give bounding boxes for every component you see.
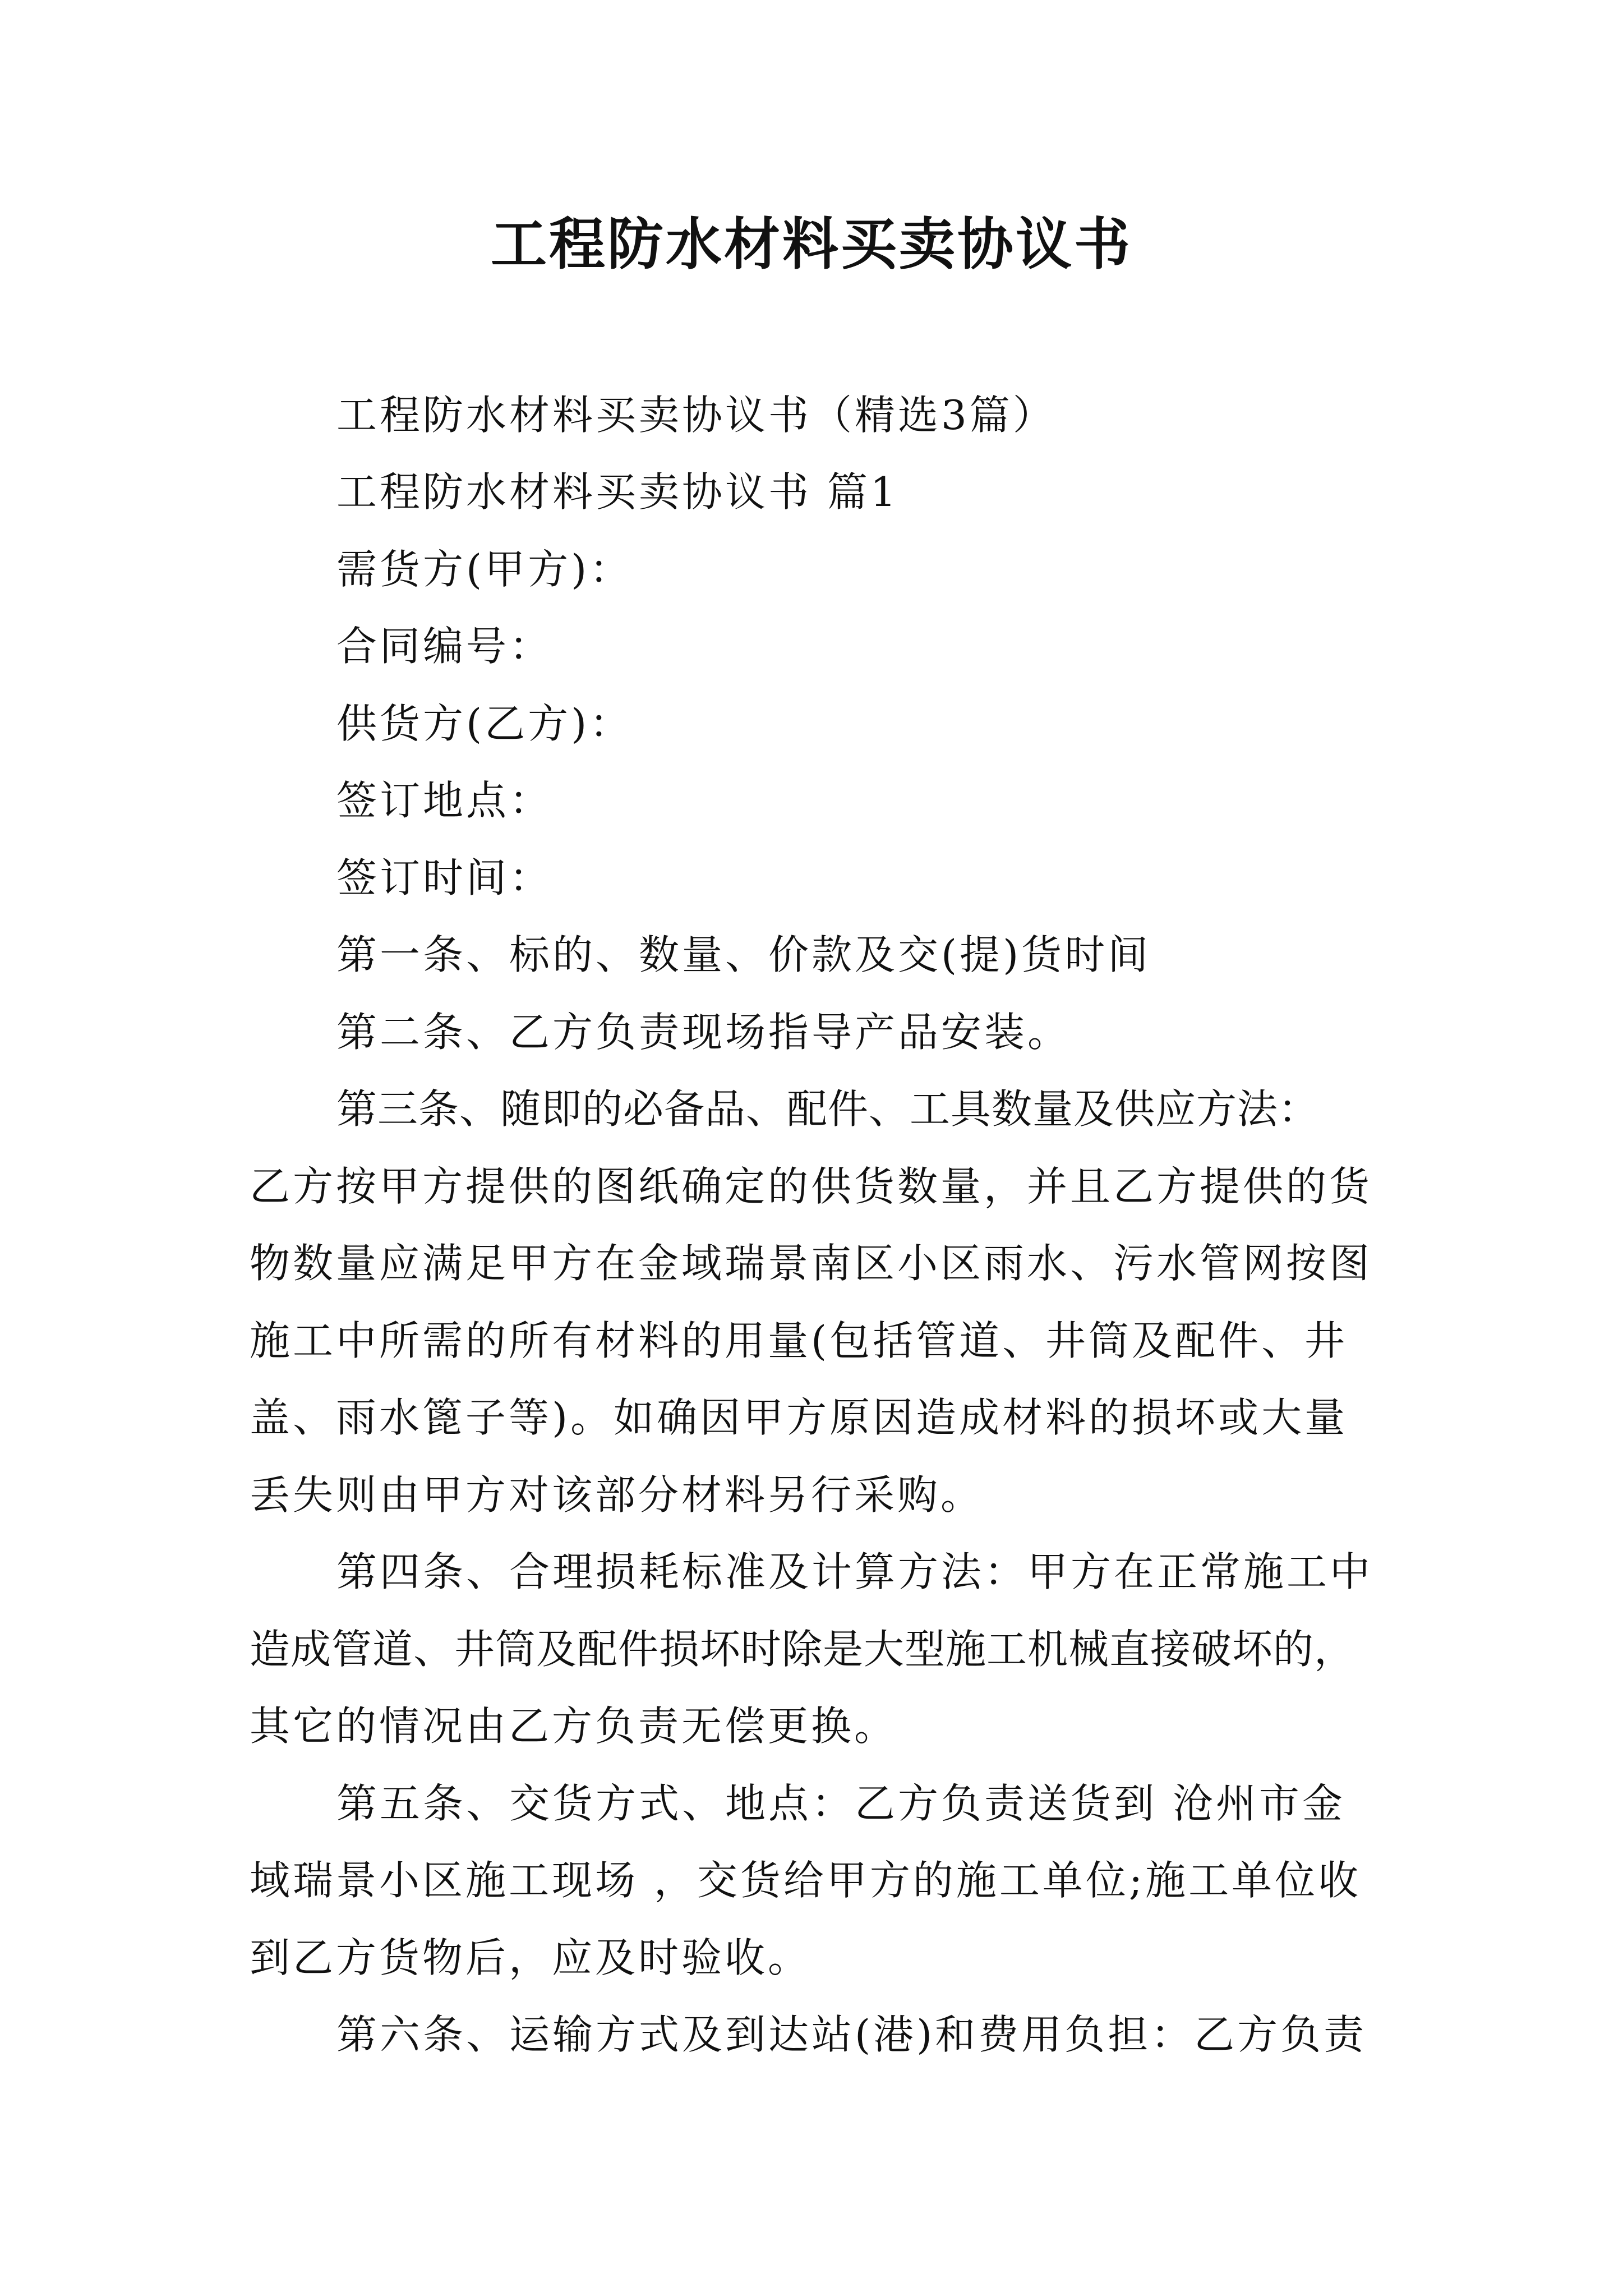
article-6-line-1: 第六条、运输方式及到达站(港)和费用负担：乙方负责 <box>336 2011 1367 2058</box>
article-3-line-3: 物数量应满足甲方在金域瑞景南区小区雨水、污水管网按图 <box>250 1240 1373 1287</box>
article-3-line-1: 第三条、随即的必备品、配件、工具数量及供应方法： <box>336 1085 1320 1133</box>
signing-time-field: 签订时间： <box>336 854 553 901</box>
article-5-line-1: 第五条、交货方式、地点：乙方负责送货到 沧州市金 <box>336 1780 1345 1827</box>
signing-place-field: 签订地点： <box>336 777 553 824</box>
article-3-line-4: 施工中所需的所有材料的用量(包括管道、井筒及配件、井 <box>250 1317 1348 1364</box>
article-4-line-2: 造成管道、井筒及配件损坏时除是大型施工机械直接破坏的， <box>250 1626 1355 1673</box>
buyer-field: 需货方(甲方)： <box>336 546 633 593</box>
article-3-line-6: 丢失则由甲方对该部分材料另行采购。 <box>250 1471 984 1519</box>
subtitle-selection: 工程防水材料买卖协议书（精选3篇） <box>336 392 1056 439</box>
subtitle-part-1: 工程防水材料买卖协议书 篇1 <box>336 468 899 516</box>
supplier-field: 供货方(乙方)： <box>336 700 633 747</box>
article-3-line-5: 盖、雨水篦子等)。如确因甲方原因造成材料的损坏或大量 <box>250 1394 1348 1441</box>
contract-number-field: 合同编号： <box>336 623 553 670</box>
article-2: 第二条、乙方负责现场指导产品安装。 <box>336 1009 1071 1056</box>
article-4-line-1: 第四条、合理损耗标准及计算方法：甲方在正常施工中 <box>336 1548 1373 1595</box>
article-1: 第一条、标的、数量、价款及交(提)货时间 <box>336 931 1151 978</box>
article-5-line-3: 到乙方货物后，应及时验收。 <box>250 1934 811 1981</box>
article-4-line-3: 其它的情况由乙方负责无偿更换。 <box>250 1703 898 1750</box>
document-title: 工程防水材料买卖协议书 <box>491 211 1132 277</box>
article-3-line-2: 乙方按甲方提供的图纸确定的供货数量，并且乙方提供的货 <box>250 1163 1373 1210</box>
article-5-line-2: 域瑞景小区施工现场 ，交货给甲方的施工单位;施工单位收 <box>250 1857 1362 1904</box>
